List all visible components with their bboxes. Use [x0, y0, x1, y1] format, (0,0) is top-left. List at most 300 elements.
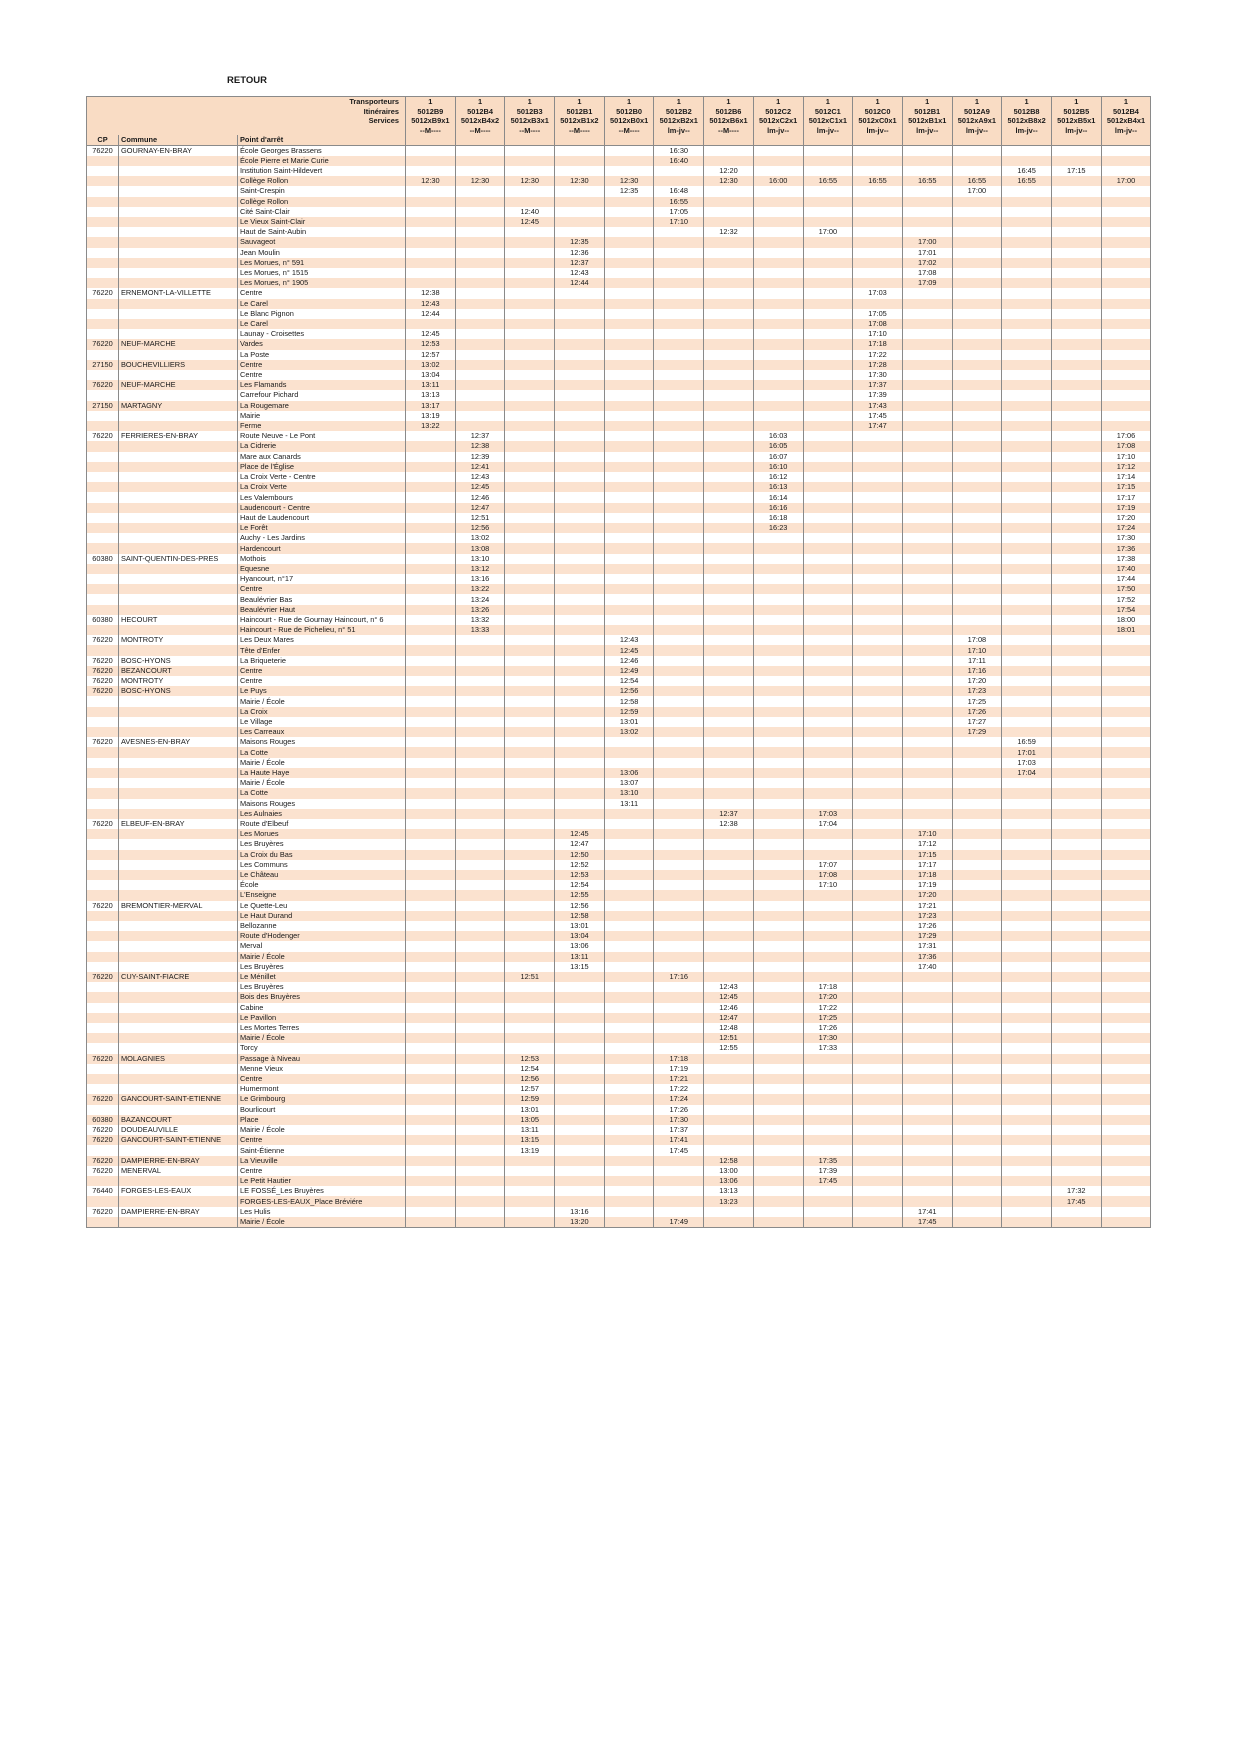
cell-time: [1002, 350, 1052, 360]
cell-time: [1051, 839, 1101, 849]
cell-time: [505, 1196, 555, 1206]
cell-time: [1051, 625, 1101, 635]
cell-time: [555, 217, 605, 227]
cell-commune: ERNEMONT-LA-VILLETTE: [119, 288, 238, 298]
cell-time: [704, 850, 754, 860]
cell-cp: [87, 605, 119, 615]
cell-time: [654, 513, 704, 523]
cell-cp: [87, 696, 119, 706]
cell-time: [406, 1094, 456, 1104]
cell-time: [455, 1217, 505, 1228]
cell-time: [1002, 237, 1052, 247]
cell-time: [1002, 288, 1052, 298]
cell-time: [952, 1186, 1002, 1196]
cell-time: [704, 1064, 754, 1074]
cell-time: [1101, 1125, 1151, 1135]
cell-time: [1002, 962, 1052, 972]
table-row: [87, 207, 1151, 217]
cell-time: [406, 1135, 456, 1145]
cell-time: 17:43: [853, 401, 903, 411]
cell-time: [853, 452, 903, 462]
cell-time: [555, 727, 605, 737]
header-cell-jours: lm-jv--: [803, 126, 853, 136]
table-row: [87, 360, 1151, 370]
cell-time: [1002, 696, 1052, 706]
cell-time: [704, 860, 754, 870]
cell-cp: [87, 390, 119, 400]
cell-time: [704, 401, 754, 411]
cell-time: [1002, 1135, 1052, 1145]
cell-time: [952, 1115, 1002, 1125]
cell-time: [455, 360, 505, 370]
column-header-empty: [902, 135, 952, 145]
cell-time: [604, 1074, 654, 1084]
cell-time: [704, 737, 754, 747]
cell-time: [455, 227, 505, 237]
cell-time: [753, 421, 803, 431]
cell-time: [753, 778, 803, 788]
cell-time: 17:23: [952, 686, 1002, 696]
cell-commune: [119, 747, 238, 757]
cell-time: 17:17: [902, 860, 952, 870]
cell-cp: [87, 992, 119, 1002]
cell-time: 12:59: [604, 707, 654, 717]
cell-time: [952, 401, 1002, 411]
cell-time: [505, 360, 555, 370]
cell-time: [853, 666, 903, 676]
cell-time: 16:45: [1002, 166, 1052, 176]
table-row: [87, 1033, 1151, 1043]
cell-time: [803, 1217, 853, 1228]
cell-time: [1051, 799, 1101, 809]
cell-time: [654, 1043, 704, 1053]
cell-time: [753, 676, 803, 686]
cell-time: [704, 370, 754, 380]
cell-time: [505, 452, 555, 462]
cell-cp: [87, 645, 119, 655]
cell-time: [505, 594, 555, 604]
cell-time: [803, 921, 853, 931]
cell-time: [555, 707, 605, 717]
table-row: [87, 1156, 1151, 1166]
cell-time: [654, 350, 704, 360]
cell-time: [455, 941, 505, 951]
cell-time: [952, 268, 1002, 278]
cell-time: [704, 319, 754, 329]
cell-time: [1002, 217, 1052, 227]
cell-time: [406, 248, 456, 258]
cell-time: [1101, 339, 1151, 349]
cell-time: [604, 1156, 654, 1166]
table-row: [87, 503, 1151, 513]
cell-time: [704, 350, 754, 360]
cell-time: [952, 962, 1002, 972]
cell-time: [1101, 1115, 1151, 1125]
cell-stop: Centre: [238, 288, 406, 298]
cell-time: [555, 482, 605, 492]
cell-time: [406, 1207, 456, 1217]
cell-time: [1051, 268, 1101, 278]
cell-time: [604, 319, 654, 329]
cell-time: [604, 248, 654, 258]
cell-time: [1051, 156, 1101, 166]
cell-time: [455, 217, 505, 227]
cell-commune: [119, 707, 238, 717]
cell-time: [555, 656, 605, 666]
cell-time: [902, 747, 952, 757]
cell-commune: [119, 605, 238, 615]
cell-time: 17:10: [1101, 452, 1151, 462]
cell-stop: Les Bruyères: [238, 839, 406, 849]
cell-time: [704, 839, 754, 849]
cell-time: [952, 258, 1002, 268]
cell-time: 17:39: [853, 390, 903, 400]
cell-time: [604, 962, 654, 972]
header-cell-transporteur: 1: [455, 97, 505, 107]
cell-time: [406, 594, 456, 604]
cell-commune: MENERVAL: [119, 1166, 238, 1176]
cell-time: [853, 992, 903, 1002]
cell-time: [902, 594, 952, 604]
cell-time: [654, 850, 704, 860]
cell-time: [853, 145, 903, 156]
cell-time: [853, 1105, 903, 1115]
cell-time: [505, 145, 555, 156]
header-cell-jours: lm-jv--: [753, 126, 803, 136]
cell-time: [902, 1166, 952, 1176]
cell-time: [1002, 727, 1052, 737]
cell-time: [1002, 380, 1052, 390]
cell-stop: Passage à Niveau: [238, 1054, 406, 1064]
cell-time: [952, 543, 1002, 553]
cell-time: [902, 472, 952, 482]
cell-time: [803, 339, 853, 349]
cell-time: 13:19: [406, 411, 456, 421]
cell-time: [604, 901, 654, 911]
cell-time: [1051, 696, 1101, 706]
cell-time: [455, 1054, 505, 1064]
cell-time: [1051, 615, 1101, 625]
cell-stop: FORGES-LES-EAUX_Place Bréviére: [238, 1196, 406, 1206]
cell-time: [753, 533, 803, 543]
cell-commune: [119, 237, 238, 247]
cell-time: [1002, 574, 1052, 584]
cell-time: [853, 1176, 903, 1186]
cell-time: [555, 543, 605, 553]
cell-time: [803, 696, 853, 706]
cell-time: 12:43: [455, 472, 505, 482]
cell-time: [1101, 268, 1151, 278]
cell-time: [555, 472, 605, 482]
cell-time: [902, 992, 952, 1002]
cell-time: [505, 1156, 555, 1166]
cell-commune: [119, 309, 238, 319]
cell-time: [604, 227, 654, 237]
cell-time: 17:25: [803, 1013, 853, 1023]
cell-time: 17:12: [902, 839, 952, 849]
cell-time: [704, 1094, 754, 1104]
cell-time: [1101, 880, 1151, 890]
cell-time: [803, 1196, 853, 1206]
cell-time: [902, 401, 952, 411]
cell-stop: Centre: [238, 666, 406, 676]
cell-time: [406, 1145, 456, 1155]
header-cell-transporteur: 1: [1051, 97, 1101, 107]
cell-time: 12:30: [455, 176, 505, 186]
cell-commune: [119, 1064, 238, 1074]
cell-time: [604, 258, 654, 268]
cell-time: [753, 829, 803, 839]
cell-time: [803, 605, 853, 615]
cell-time: [455, 278, 505, 288]
cell-time: [1051, 441, 1101, 451]
cell-cp: [87, 452, 119, 462]
cell-time: [604, 145, 654, 156]
cell-time: [753, 594, 803, 604]
cell-time: 12:49: [604, 666, 654, 676]
cell-stop: La Cotte: [238, 788, 406, 798]
cell-time: [1002, 1196, 1052, 1206]
cell-time: 17:11: [952, 656, 1002, 666]
cell-time: [604, 1013, 654, 1023]
cell-time: [952, 768, 1002, 778]
table-row: [87, 452, 1151, 462]
cell-time: [853, 850, 903, 860]
cell-time: [406, 737, 456, 747]
cell-time: [753, 1013, 803, 1023]
cell-time: 13:11: [505, 1125, 555, 1135]
cell-time: [604, 1135, 654, 1145]
cell-cp: 60380: [87, 1115, 119, 1125]
cell-stop: Le Grimbourg: [238, 1094, 406, 1104]
cell-time: [1101, 1196, 1151, 1206]
cell-time: [753, 1074, 803, 1084]
cell-time: [952, 901, 1002, 911]
cell-stop: La Haute Haye: [238, 768, 406, 778]
cell-time: [604, 1003, 654, 1013]
cell-time: [1101, 788, 1151, 798]
cell-time: [704, 309, 754, 319]
cell-time: [704, 237, 754, 247]
cell-time: 13:01: [555, 921, 605, 931]
cell-time: [952, 1217, 1002, 1228]
header-label: [87, 126, 406, 136]
cell-time: [753, 686, 803, 696]
cell-time: [1051, 217, 1101, 227]
cell-time: [952, 941, 1002, 951]
cell-time: [753, 799, 803, 809]
cell-time: [853, 941, 903, 951]
cell-time: [455, 829, 505, 839]
cell-time: [654, 319, 704, 329]
cell-time: [455, 645, 505, 655]
table-row: [87, 1023, 1151, 1033]
cell-time: [505, 309, 555, 319]
cell-time: 17:08: [952, 635, 1002, 645]
cell-time: [604, 615, 654, 625]
cell-cp: [87, 870, 119, 880]
table-row: [87, 533, 1151, 543]
cell-time: [555, 635, 605, 645]
cell-time: [902, 421, 952, 431]
cell-time: [853, 768, 903, 778]
cell-time: 12:50: [555, 850, 605, 860]
table-row: [87, 237, 1151, 247]
cell-time: 17:45: [803, 1176, 853, 1186]
cell-time: [753, 839, 803, 849]
cell-cp: [87, 1196, 119, 1206]
column-header-empty: [604, 135, 654, 145]
cell-stop: L'Enseigne: [238, 890, 406, 900]
cell-time: [1101, 758, 1151, 768]
cell-time: [1051, 870, 1101, 880]
cell-time: [853, 625, 903, 635]
cell-time: [654, 768, 704, 778]
cell-time: [455, 1125, 505, 1135]
cell-time: [555, 156, 605, 166]
cell-time: [753, 656, 803, 666]
cell-time: [1002, 829, 1052, 839]
cell-time: [505, 911, 555, 921]
cell-time: [952, 288, 1002, 298]
cell-time: [1002, 656, 1052, 666]
cell-time: [803, 503, 853, 513]
cell-stop: École: [238, 880, 406, 890]
cell-time: [952, 1013, 1002, 1023]
cell-cp: [87, 492, 119, 502]
cell-commune: GOURNAY-EN-BRAY: [119, 145, 238, 156]
cell-time: [654, 554, 704, 564]
cell-commune: [119, 788, 238, 798]
cell-time: [505, 380, 555, 390]
cell-time: [803, 401, 853, 411]
table-row: [87, 513, 1151, 523]
cell-time: [704, 207, 754, 217]
cell-cp: [87, 799, 119, 809]
cell-commune: [119, 1013, 238, 1023]
table-row: [87, 441, 1151, 451]
cell-time: [704, 962, 754, 972]
cell-time: 16:48: [654, 186, 704, 196]
column-header-empty: [406, 135, 456, 145]
cell-time: [1051, 339, 1101, 349]
cell-time: [902, 1074, 952, 1084]
cell-time: 13:13: [406, 390, 456, 400]
cell-time: 12:58: [555, 911, 605, 921]
cell-time: [654, 890, 704, 900]
cell-time: [604, 431, 654, 441]
cell-time: [1051, 523, 1101, 533]
cell-time: [704, 462, 754, 472]
cell-time: [555, 799, 605, 809]
cell-time: [505, 696, 555, 706]
cell-stop: Le Haut Durand: [238, 911, 406, 921]
cell-time: [406, 982, 456, 992]
cell-time: [1002, 1207, 1052, 1217]
cell-time: [1051, 431, 1101, 441]
cell-time: [853, 166, 903, 176]
cell-time: [952, 1064, 1002, 1074]
cell-time: [902, 1186, 952, 1196]
cell-time: [952, 911, 1002, 921]
cell-time: 12:54: [604, 676, 654, 686]
cell-time: [604, 584, 654, 594]
cell-time: [455, 992, 505, 1002]
cell-time: [455, 1176, 505, 1186]
cell-time: [1051, 533, 1101, 543]
header-cell-service: 5012xB1x2: [555, 116, 605, 126]
table-row: [87, 645, 1151, 655]
cell-cp: [87, 197, 119, 207]
cell-time: 13:13: [704, 1186, 754, 1196]
header-cell-service: 5012xB4x1: [1101, 116, 1151, 126]
cell-time: [853, 584, 903, 594]
cell-time: [654, 380, 704, 390]
cell-time: [654, 911, 704, 921]
cell-time: [654, 1176, 704, 1186]
cell-time: [555, 1105, 605, 1115]
header-cell-itineraire: 5012B4: [1101, 107, 1151, 117]
cell-commune: [119, 472, 238, 482]
cell-stop: Auchy - Les Jardins: [238, 533, 406, 543]
table-row: [87, 982, 1151, 992]
cell-time: [1101, 931, 1151, 941]
cell-time: [1101, 1217, 1151, 1228]
cell-cp: [87, 1023, 119, 1033]
cell-time: 17:24: [654, 1094, 704, 1104]
cell-time: [654, 717, 704, 727]
cell-time: [1051, 656, 1101, 666]
cell-time: 16:40: [654, 156, 704, 166]
cell-time: 17:18: [654, 1054, 704, 1064]
cell-time: [406, 1084, 456, 1094]
cell-time: [753, 768, 803, 778]
cell-time: [604, 380, 654, 390]
cell-time: [753, 941, 803, 951]
cell-time: [406, 1105, 456, 1115]
cell-time: [803, 850, 853, 860]
cell-time: [853, 1166, 903, 1176]
cell-commune: MARTAGNY: [119, 401, 238, 411]
cell-time: [803, 380, 853, 390]
cell-stop: Le Ménillet: [238, 972, 406, 982]
cell-time: [902, 309, 952, 319]
cell-time: [952, 982, 1002, 992]
cell-commune: [119, 503, 238, 513]
cell-commune: [119, 370, 238, 380]
cell-time: [406, 268, 456, 278]
cell-time: [654, 594, 704, 604]
cell-commune: [119, 329, 238, 339]
cell-cp: [87, 850, 119, 860]
table-row: [87, 860, 1151, 870]
cell-time: [902, 227, 952, 237]
cell-time: [1051, 1156, 1101, 1166]
cell-time: [1051, 288, 1101, 298]
cell-time: [406, 962, 456, 972]
cell-time: [952, 931, 1002, 941]
cell-time: [455, 870, 505, 880]
cell-time: [803, 390, 853, 400]
cell-time: [406, 1186, 456, 1196]
cell-time: [654, 819, 704, 829]
cell-stop: Maisons Rouges: [238, 799, 406, 809]
cell-time: [803, 778, 853, 788]
cell-time: 17:41: [902, 1207, 952, 1217]
cell-stop: Les Mortes Terres: [238, 1023, 406, 1033]
cell-time: [1002, 370, 1052, 380]
cell-time: 17:35: [803, 1156, 853, 1166]
